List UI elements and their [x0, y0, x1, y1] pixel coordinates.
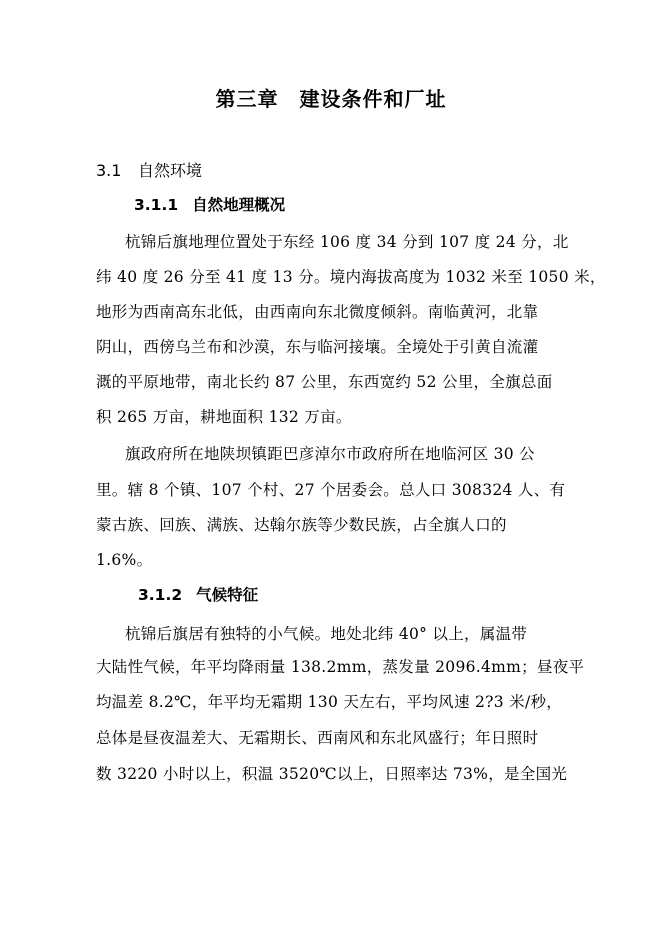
paragraph-line: 阴山，西傍乌兰布和沙漠，东与临河接壤。全境处于引黄自流灌 [96, 338, 539, 356]
subsection-title: 气候特征 [196, 586, 259, 604]
paragraph-line: 旗政府所在地陕坝镇距巴彦淖尔市政府所在地临河区 30 公 [125, 445, 535, 463]
paragraph-line: 地形为西南高东北低，由西南向东北微度倾斜。南临黄河，北靠 [96, 303, 539, 321]
subsection-number: 3.1.1 [134, 196, 179, 214]
paragraph-line: 1.6%。 [96, 551, 153, 569]
section-title: 自然环境 [138, 161, 203, 180]
paragraph-line: 蒙古族、回族、满族、达翰尔族等少数民族，占全旗人口的 [96, 516, 507, 534]
subsection-number: 3.1.2 [138, 586, 183, 604]
paragraph-line: 里。辖 8 个镇、107 个村、27 个居委会。总人口 308324 人、有 [96, 481, 566, 499]
paragraph-line: 大陆性气候，年平均降雨量 138.2mm，蒸发量 2096.4mm；昼夜平 [96, 658, 585, 676]
subsection-heading-geography [134, 194, 285, 216]
section-heading [96, 160, 202, 182]
subsection-heading-climate [138, 584, 258, 606]
chapter-title: 第三章 建设条件和厂址 [215, 87, 447, 111]
paragraph-line: 杭锦后旗居有独特的小气候。地处北纬 40° 以上，属温带 [125, 625, 528, 643]
paragraph-line: 溉的平原地带，南北长约 87 公里，东西宽约 52 公里，全旗总面 [96, 373, 553, 391]
paragraph-line: 积 265 万亩，耕地面积 132 万亩。 [96, 408, 352, 426]
paragraph-line: 数 3220 小时以上，积温 3520℃以上，日照率达 73%，是全国光 [96, 765, 568, 783]
section-number: 3.1 [96, 161, 122, 180]
paragraph-line: 杭锦后旗地理位置处于东经 106 度 34 分到 107 度 24 分，北 [125, 233, 569, 251]
paragraph-line: 总体是昼夜温差大、无霜期长、西南风和东北风盛行；年日照时 [96, 729, 539, 747]
paragraph-line: 均温差 8.2℃，年平均无霜期 130 天左右，平均风速 2?3 米/秒， [96, 693, 563, 711]
subsection-title: 自然地理概况 [192, 196, 286, 214]
paragraph-line: 纬 40 度 26 分至 41 度 13 分。境内海拔高度为 1032 米至 1050 米， [96, 268, 606, 286]
